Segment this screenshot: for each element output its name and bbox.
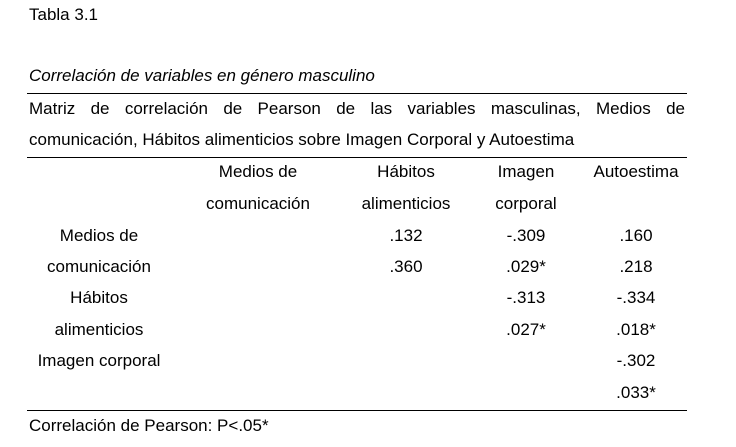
table-cell: .029* xyxy=(506,257,546,276)
table-title: Correlación de variables en género masculino xyxy=(29,66,375,85)
column-header-habitos-line1: Hábitos xyxy=(377,162,435,181)
column-header-habitos-line2: alimenticios xyxy=(361,194,451,213)
table-cell: .360 xyxy=(389,257,423,276)
top-rule xyxy=(27,93,687,94)
table-cell: -.313 xyxy=(506,288,546,307)
row-label-habitos-line1: Hábitos xyxy=(70,288,128,307)
column-header-medios-line1: Medios de xyxy=(218,162,298,181)
table-cell: -.302 xyxy=(616,351,656,370)
table-cell: .027* xyxy=(506,320,546,339)
table-cell: -.309 xyxy=(506,226,546,245)
column-header-autoestima: Autoestima xyxy=(593,162,679,181)
table-cell: .218 xyxy=(619,257,653,276)
description-line-2: comunicación, Hábitos alimenticios sobre Imagen Corporal y Autoestima xyxy=(29,130,575,149)
footnote: Correlación de Pearson: P<.05* xyxy=(29,416,269,435)
column-header-imagen-line1: Imagen xyxy=(497,162,555,181)
description-line-1: Matriz de correlación de Pearson de las variables masculinas, Medios de xyxy=(29,99,685,118)
table-cell: -.334 xyxy=(616,288,656,307)
bottom-rule xyxy=(27,410,687,411)
row-label-medios-line1: Medios de xyxy=(59,226,139,245)
column-header-imagen-line2: corporal xyxy=(495,194,557,213)
column-header-medios-line2: comunicación xyxy=(206,194,310,213)
table-cell: .132 xyxy=(389,226,423,245)
table-cell: .018* xyxy=(616,320,656,339)
header-rule xyxy=(27,157,687,158)
row-label-imagen: Imagen corporal xyxy=(37,351,161,370)
table-cell: .160 xyxy=(619,226,653,245)
table-cell: .033* xyxy=(616,383,656,402)
row-label-habitos-line2: alimenticios xyxy=(54,320,144,339)
table-label: Tabla 3.1 xyxy=(29,5,98,24)
row-label-medios-line2: comunicación xyxy=(47,257,151,276)
